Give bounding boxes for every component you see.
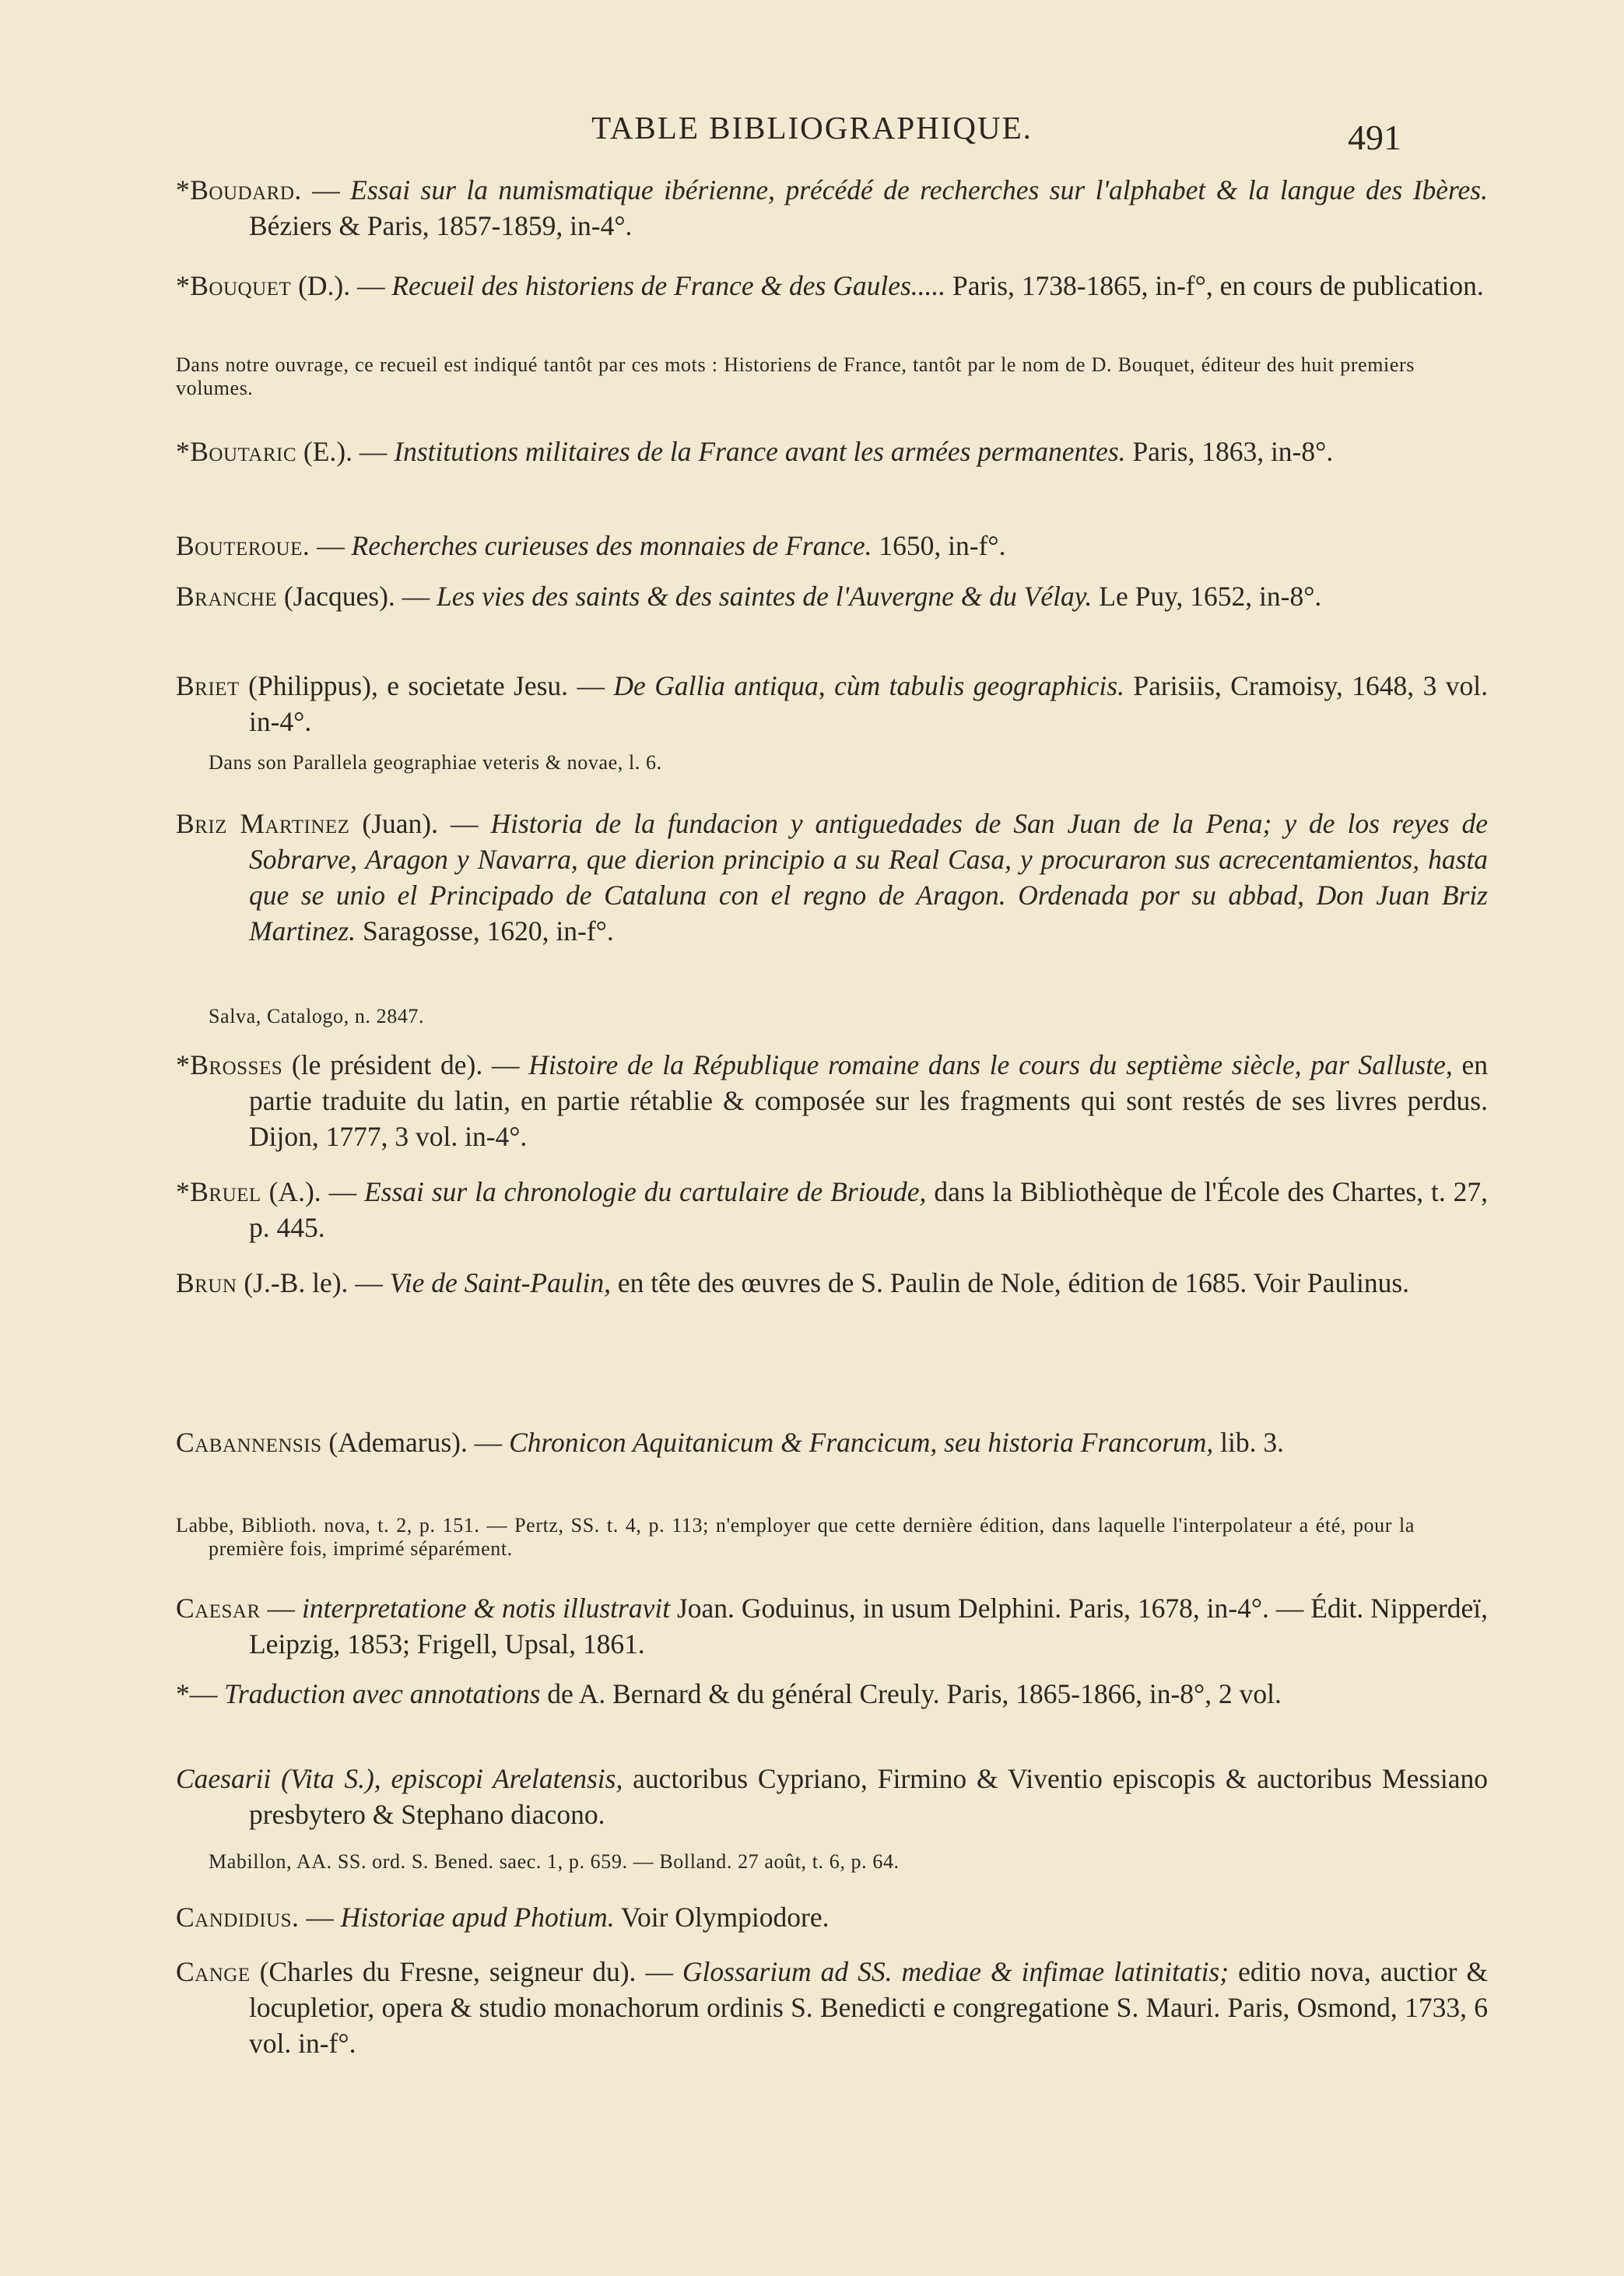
entry-title: Historia de la fundacion y antiguedades de San Juan de la Pena; y de los reyes de Sobrarve, Aragon y Navarra, que dierion principio a su Real Casa, y procuraron sus acrecentamientos, hasta que se unio el Principado de Cataluna con el regno de Aragon. Ordenada por su abbad, Don Juan Briz Martinez. bbox=[249, 808, 1489, 947]
entry-imprint: Parisiis, Cramoisy, 1648, 3 vol. in-4°. bbox=[249, 670, 1488, 737]
entry-title: Essai sur la numismatique ibérienne, précédé de recherches sur l'alphabet & la langue des Ibères. bbox=[350, 174, 1488, 205]
entry-note: Labbe, Biblioth. nova, t. 2, p. 151. — Pertz, SS. t. 4, p. 113; n'employer que cette dernière édition, dans laquelle l'interpolateur a été, pour la première fois, imprimé séparément. bbox=[176, 1514, 1415, 1560]
entry-imprint: en partie traduite du latin, en partie rétablie & composée sur les fragments qui sont restés de ses livres perdus. Dijon, 1777, 3 vol. in-4°. bbox=[249, 1049, 1489, 1152]
entry-note: Salva, Catalogo, n. 2847. bbox=[209, 1005, 425, 1027]
entry-caesarii bbox=[176, 1761, 1488, 1832]
entry-branche: Branche (Jacques). — Les vies des saints & des saintes de l'Auvergne & du Vélay. Le Puy, 1652, in-8°. bbox=[176, 581, 1322, 612]
entry-candidius: Candidius. — Historiae apud Photium. Voir Olympiodore. bbox=[176, 1902, 830, 1933]
entry-cange: Cange (Charles du Fresne, seigneur du). — Glossarium ad SS. mediae & infimae latinitatis; editio nova, auctior & locupletior, opera & studio monachorum ordinis S. Benedicti e congregatione S. Mauri. Paris, Osmond, 1733, 6 vol. in-f°. bbox=[176, 1956, 1489, 2059]
running-header: TABLE BIBLIOGRAPHIQUE. bbox=[591, 110, 1033, 146]
entry-imprint: 1650, in-f°. bbox=[872, 530, 1006, 561]
entry-title: De Gallia antiqua, cùm tabulis geographicis. bbox=[613, 670, 1124, 701]
entry-imprint: Le Puy, 1652, in-8°. bbox=[1092, 581, 1322, 612]
entry-note: Dans son Parallela geographiae veteris & novae, l. 6. bbox=[209, 751, 662, 774]
entry-brun: Brun (J.-B. le). — Vie de Saint-Paulin, en tête des œuvres de S. Paulin de Nole, édition de 1685. Voir Paulinus. bbox=[176, 1267, 1410, 1298]
entry-title: Recueil des historiens de France & des Gaules..... bbox=[391, 270, 946, 301]
entry-caesar-translation bbox=[176, 1676, 1488, 1712]
entry-title: Traduction avec annotations bbox=[224, 1678, 541, 1709]
entry-author: *Boudard. bbox=[176, 174, 302, 205]
entry-title: Histoire de la République romaine dans le cours du septième siècle, par Salluste, bbox=[528, 1049, 1453, 1080]
entry-briet: Briet (Philippus), e societate Jesu. — De Gallia antiqua, cùm tabulis geographicis. Parisiis, Cramoisy, 1648, 3 vol. in-4°. bbox=[176, 670, 1488, 737]
entry-title: Recherches curieuses des monnaies de France. bbox=[351, 530, 872, 561]
entry-note: Dans notre ouvrage, ce recueil est indiqué tantôt par ces mots : Historiens de France, tantôt par le nom de D. Bouquet, éditeur des huit premiers volumes. bbox=[176, 353, 1415, 399]
entry-author: Caesar bbox=[176, 1593, 261, 1624]
entry-imprint: auctoribus Cypriano, Firmino & Viventio episcopis & auctoribus Messiano presbytero & Stephano diacono. bbox=[249, 1763, 1489, 1830]
entry-author: *Bruel bbox=[176, 1176, 261, 1207]
entry-imprint: Paris, 1738-1865, in-f°, en cours de publication. bbox=[945, 270, 1484, 301]
entry-imprint: editio nova, auctior & locupletior, opera & studio monachorum ordinis S. Benedicti e congregatione S. Mauri. Paris, Osmond, 1733, 6 vol. in-f°. bbox=[249, 1956, 1489, 2059]
entry-author: Brun bbox=[176, 1267, 237, 1298]
entry-title: Institutions militaires de la France avant les armées permanentes. bbox=[394, 436, 1126, 467]
entry-title: Chronicon Aquitanicum & Francicum, seu historia Francorum, bbox=[509, 1427, 1214, 1458]
entry-cabannensis: Cabannensis (Ademarus). — Chronicon Aquitanicum & Francicum, seu historia Francorum, lib. 3. bbox=[176, 1427, 1285, 1458]
entry-author: Cabannensis bbox=[176, 1427, 322, 1458]
entry-brosses: *Brosses (le président de). — Histoire de la République romaine dans le cours du septième siècle, par Salluste, en partie traduite du latin, en partie rétablie & composée sur les fragments qui sont restés de ses livres perdus. Dijon, 1777, 3 vol. in-4°. bbox=[176, 1049, 1489, 1152]
entry-author: Briet bbox=[176, 670, 240, 701]
entry-caesar: Caesar — interpretatione & notis illustravit Joan. Goduinus, in usum Delphini. Paris, 1678, in-4°. — Édit. Nipperdeï, Leipzig, 1853; Frigell, Upsal, 1861. bbox=[176, 1593, 1489, 1660]
entry-boudard: *Boudard. — Essai sur la numismatique ibérienne, précédé de recherches sur l'alphabet & la langue des Ibères. Béziers & Paris, 1857-1859, in-4°. bbox=[176, 174, 1488, 241]
entry-author: Cange bbox=[176, 1956, 251, 1987]
entry-author: Briz Martinez bbox=[176, 808, 350, 839]
entry-author: *Brosses bbox=[176, 1049, 283, 1080]
entry-imprint: Voir Olympiodore. bbox=[614, 1902, 830, 1933]
entry-imprint: de A. Bernard & du général Creuly. Paris, 1865-1866, in-8°, 2 vol. bbox=[540, 1678, 1282, 1709]
entry-title: interpretatione & notis illustravit bbox=[301, 1593, 671, 1624]
entry-title: Essai sur la chronologie du cartulaire de Brioude, bbox=[363, 1176, 927, 1207]
entry-author: *— bbox=[176, 1678, 218, 1709]
entry-imprint: Paris, 1863, in-8°. bbox=[1125, 436, 1334, 467]
entry-author: Bouteroue. bbox=[176, 530, 310, 561]
entry-note: Mabillon, AA. SS. ord. S. Bened. saec. 1, p. 659. — Bolland. 27 août, t. 6, p. 64. bbox=[209, 1850, 900, 1873]
entry-bouteroue: Bouteroue. — Recherches curieuses des monnaies de France. 1650, in-f°. bbox=[176, 530, 1006, 561]
entry-author: *Bouquet bbox=[176, 270, 292, 301]
entry-boutaric: *Boutaric (E.). — Institutions militaires de la France avant les armées permanentes. Paris, 1863, in-8°. bbox=[176, 436, 1334, 467]
entry-imprint: Saragosse, 1620, in-f°. bbox=[356, 915, 614, 947]
entry-bouquet: *Bouquet (D.). — Recueil des historiens de France & des Gaules..... Paris, 1738-1865, in-f°, en cours de publication. bbox=[176, 270, 1484, 301]
entry-author: Candidius. bbox=[176, 1902, 300, 1933]
entry-author: Branche bbox=[176, 581, 277, 612]
page-number: 491 bbox=[1348, 118, 1401, 157]
entry-imprint: Béziers & Paris, 1857-1859, in-4°. bbox=[249, 210, 633, 241]
entry-briz-martinez: Briz Martinez (Juan). — Historia de la fundacion y antiguedades de San Juan de la Pena; y de los reyes de Sobrarve, Aragon y Navarra, que dierion principio a su Real Casa, y procuraron sus acrecentamientos, hasta que se unio el Principado de Cataluna con el regno de Aragon. Ordenada por su abbad, Don Juan Briz Martinez. Saragosse, 1620, in-f°. bbox=[176, 808, 1489, 947]
entry-author: *Boutaric bbox=[176, 436, 297, 467]
entry-imprint: en tête des œuvres de S. Paulin de Nole, édition de 1685. Voir Paulinus. bbox=[610, 1267, 1410, 1298]
entry-title: Glossarium ad SS. mediae & infimae latinitatis; bbox=[682, 1956, 1229, 1987]
entry-imprint: dans la Bibliothèque de l'École des Chartes, t. 27, p. 445. bbox=[249, 1176, 1489, 1243]
entry-title: Historiae apud Photium. bbox=[340, 1902, 615, 1933]
entry-bruel: *Bruel (A.). — Essai sur la chronologie du cartulaire de Brioude, dans la Bibliothèque de l'École des Chartes, t. 27, p. 445. bbox=[176, 1176, 1489, 1243]
entry-imprint: Joan. Goduinus, in usum Delphini. Paris, 1678, in-4°. — Édit. Nipperdeï, Leipzig, 1853; Frigell, Upsal, 1861. bbox=[249, 1593, 1489, 1660]
entry-title: Vie de Saint-Paulin, bbox=[389, 1267, 611, 1298]
entry-title: Les vies des saints & des saintes de l'Auvergne & du Vélay. bbox=[437, 581, 1093, 612]
entry-title: Caesarii (Vita S.), episcopi Arelatensis, bbox=[176, 1763, 623, 1794]
entry-imprint: lib. 3. bbox=[1213, 1427, 1285, 1458]
